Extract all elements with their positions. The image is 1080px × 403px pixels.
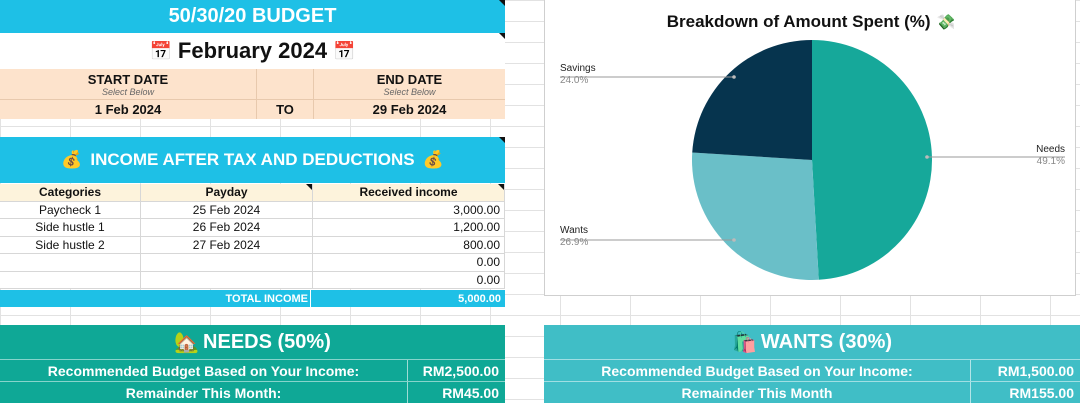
needs-panel xyxy=(0,325,505,403)
wants-header xyxy=(544,325,1080,360)
to-text: TO xyxy=(276,102,294,117)
income-amount-cell[interactable]: 0.00 xyxy=(313,254,505,272)
chart-panel[interactable] xyxy=(544,0,1076,296)
slice-percent-label: 24.0% xyxy=(560,75,589,86)
month-bar[interactable] xyxy=(0,33,505,69)
start-date-select[interactable] xyxy=(0,99,257,119)
start-date-header xyxy=(0,69,257,99)
leader-dot xyxy=(732,75,736,79)
needs-header xyxy=(0,325,505,360)
income-category-cell[interactable]: Paycheck 1 xyxy=(0,202,141,220)
income-title: INCOME AFTER TAX AND DEDUCTIONS xyxy=(90,150,415,169)
calendar-icon: 📅 xyxy=(149,40,172,61)
start-date-value: 1 Feb 2024 xyxy=(94,102,162,117)
wants-panel xyxy=(544,325,1080,403)
to-label xyxy=(257,99,313,119)
needs-title: NEEDS (50%) xyxy=(203,330,331,353)
budget-title-bar xyxy=(0,0,505,33)
needs-recommended-row xyxy=(0,360,505,382)
table-header: Received income xyxy=(313,184,505,202)
budget-title: 50/30/20 BUDGET xyxy=(168,5,337,27)
wants-recommended-value: RM1,500.00 xyxy=(997,362,1074,379)
pie-slice-wants[interactable] xyxy=(692,152,819,280)
total-income-row xyxy=(0,290,505,307)
start-date-label: START DATE xyxy=(87,71,169,87)
end-date-label: END DATE xyxy=(376,71,443,87)
slice-label: Wants xyxy=(560,225,588,236)
total-income-label: TOTAL INCOME xyxy=(140,290,311,307)
income-payday-cell[interactable] xyxy=(141,272,313,290)
leader-dot xyxy=(925,155,929,159)
wants-remainder-label: Remainder This Month xyxy=(544,382,971,403)
income-category-cell[interactable]: Side hustle 1 xyxy=(0,219,141,237)
needs-remainder-value: RM45.00 xyxy=(442,384,499,401)
wants-remainder-row xyxy=(544,382,1080,403)
income-title-bar xyxy=(0,137,505,183)
shopping-bags-icon: 🛍️ xyxy=(731,331,757,354)
income-category-cell[interactable]: Side hustle 2 xyxy=(0,237,141,255)
needs-remainder-label: Remainder This Month: xyxy=(0,382,408,403)
pie-slice-needs[interactable] xyxy=(812,40,932,280)
pie-chart xyxy=(545,0,1077,296)
wants-remainder-value: RM155.00 xyxy=(1009,384,1074,401)
income-amount-cell[interactable]: 1,200.00 xyxy=(313,219,505,237)
income-amount-cell[interactable]: 0.00 xyxy=(313,272,505,290)
money-bag-icon: 💰 xyxy=(61,150,83,169)
end-date-value: 29 Feb 2024 xyxy=(372,102,447,117)
chart-title: Breakdown of Amount Spent (%) xyxy=(666,12,931,31)
needs-recommended-label: Recommended Budget Based on Your Income: xyxy=(0,360,408,381)
income-payday-cell[interactable]: 25 Feb 2024 xyxy=(141,202,313,220)
table-header: Payday xyxy=(141,184,313,202)
needs-recommended-value: RM2,500.00 xyxy=(422,362,499,379)
money-wings-icon: 💸 xyxy=(936,14,956,31)
needs-remainder-row xyxy=(0,382,505,403)
end-date-select[interactable] xyxy=(313,99,505,119)
wants-recommended-row xyxy=(544,360,1080,382)
slice-label: Savings xyxy=(560,63,596,74)
calendar-icon: 📅 xyxy=(333,40,356,61)
income-payday-cell[interactable]: 27 Feb 2024 xyxy=(141,237,313,255)
income-category-cell[interactable] xyxy=(0,272,141,290)
start-date-hint: Select Below xyxy=(101,86,155,97)
leader-dot xyxy=(732,238,736,242)
month-label: February 2024 xyxy=(177,38,328,63)
slice-label: Needs xyxy=(1036,144,1065,155)
income-amount-cell[interactable]: 800.00 xyxy=(313,237,505,255)
income-amount-cell[interactable]: 3,000.00 xyxy=(313,202,505,220)
house-icon: 🏡 xyxy=(174,331,200,354)
total-income-value: 5,000.00 xyxy=(458,292,501,305)
money-bag-icon: 💰 xyxy=(422,150,444,169)
end-date-hint: Select Below xyxy=(383,86,436,97)
income-category-cell[interactable] xyxy=(0,254,141,272)
income-payday-cell[interactable] xyxy=(141,254,313,272)
slice-percent-label: 26.9% xyxy=(560,237,589,248)
income-payday-cell[interactable]: 26 Feb 2024 xyxy=(141,219,313,237)
pie-slice-savings[interactable] xyxy=(692,40,812,160)
end-date-header xyxy=(313,69,505,99)
wants-title: WANTS (30%) xyxy=(760,330,893,353)
table-header: Categories xyxy=(0,184,141,202)
slice-percent-label: 49.1% xyxy=(1036,156,1065,167)
wants-recommended-label: Recommended Budget Based on Your Income: xyxy=(544,360,971,381)
